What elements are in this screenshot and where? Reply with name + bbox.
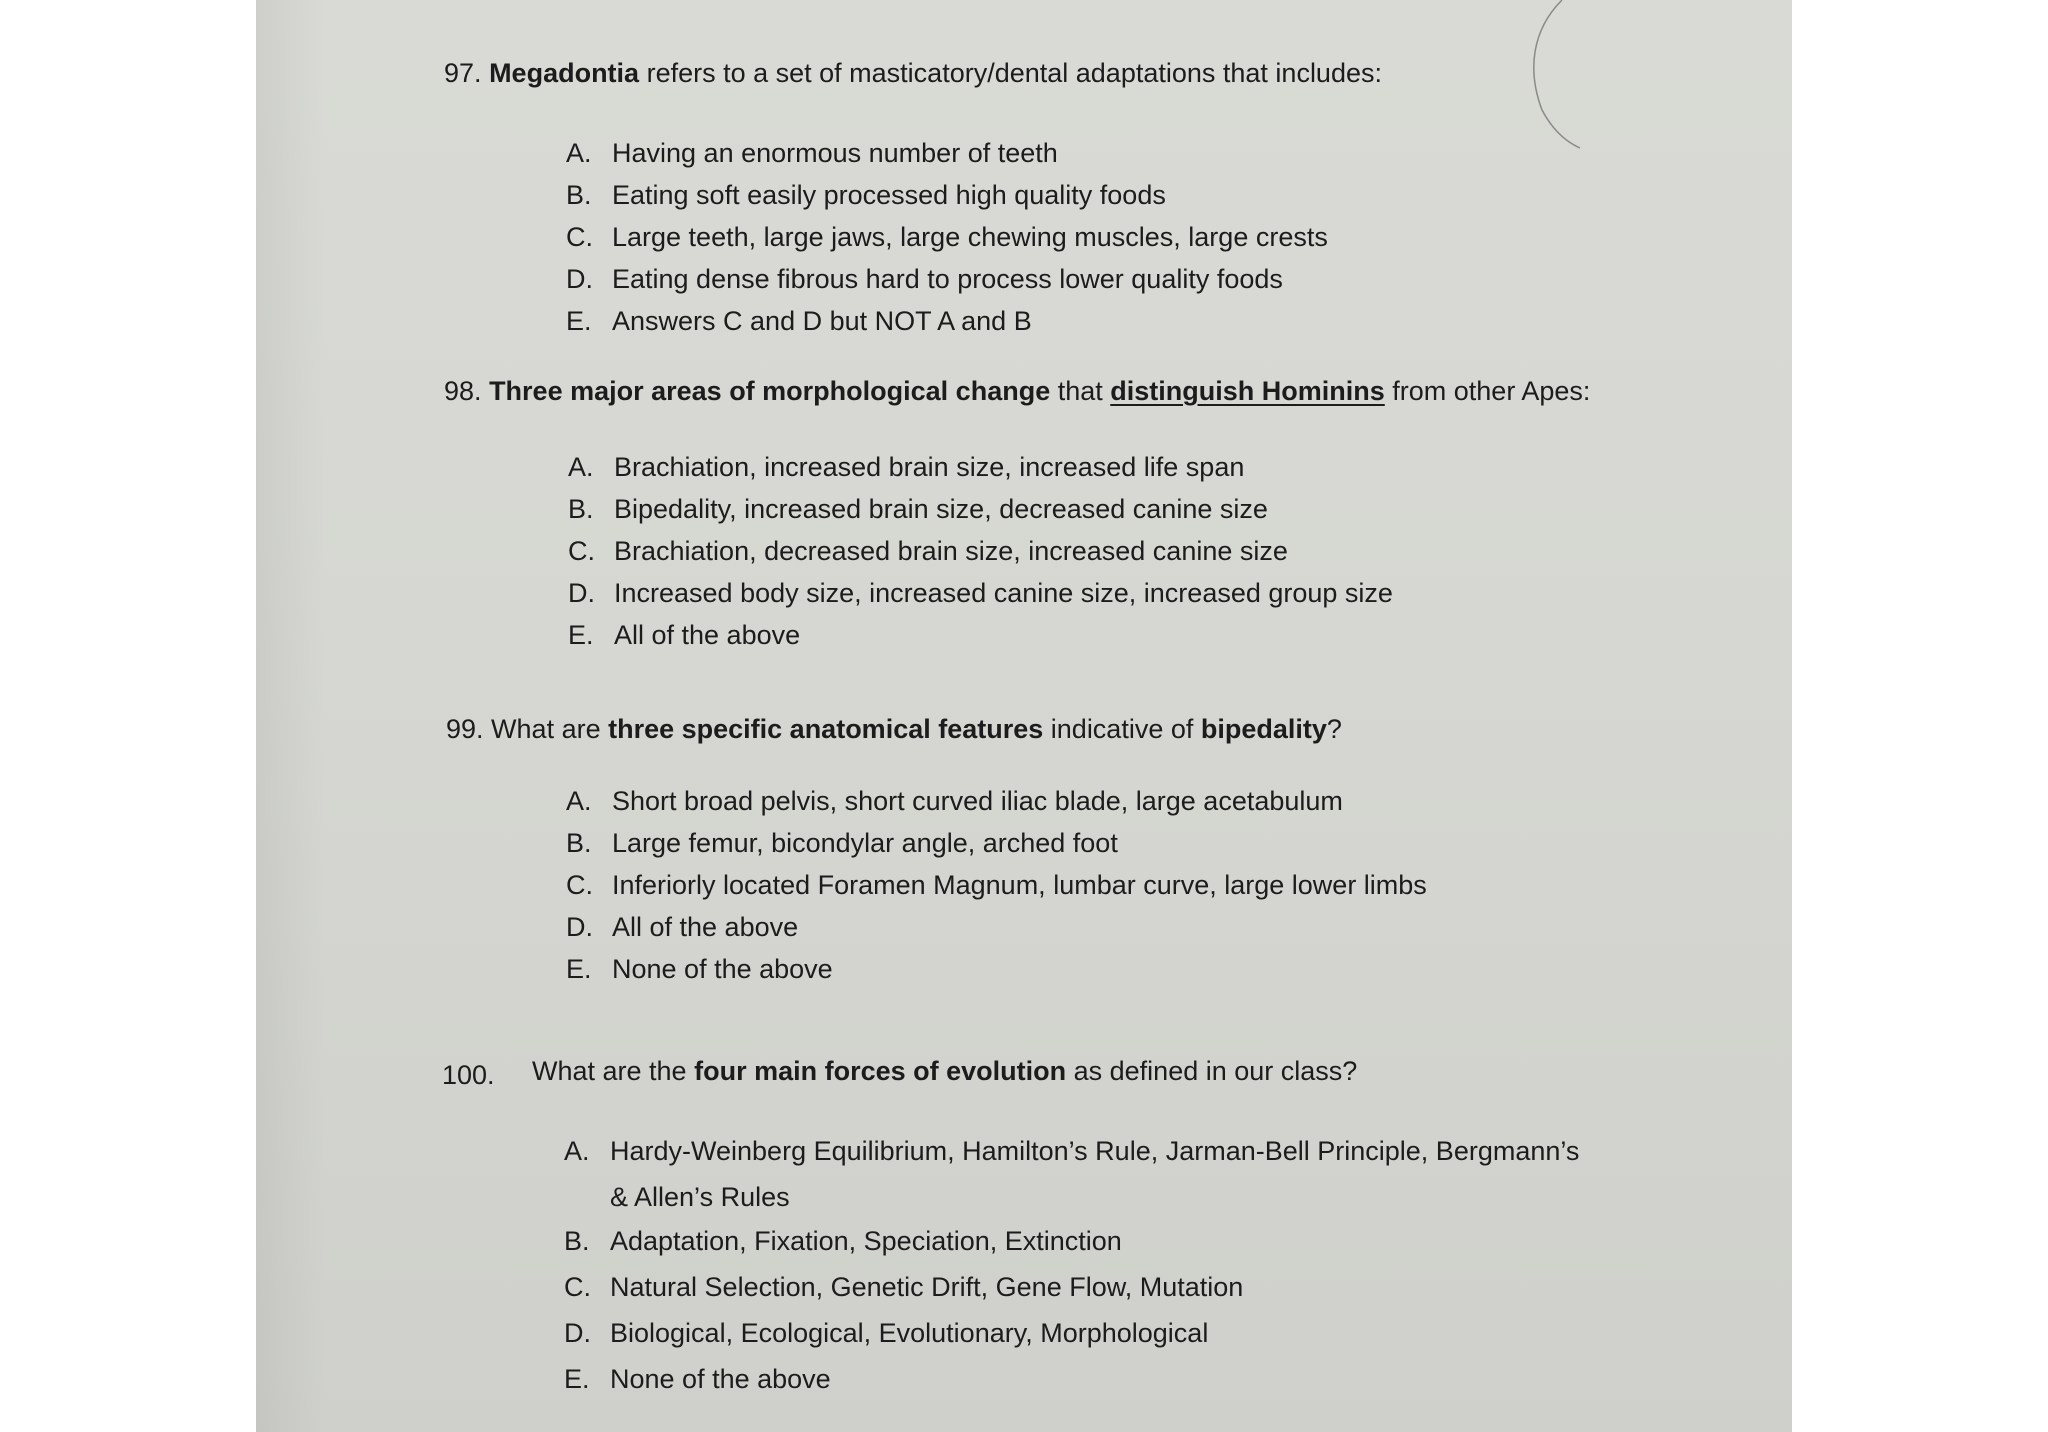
question-text-end: as defined in our class? <box>1066 1056 1358 1086</box>
exam-page <box>256 0 1792 1432</box>
option-e[interactable] <box>566 300 1328 342</box>
option-text: Brachiation, increased brain size, increased life span <box>614 452 1245 482</box>
option-text: Brachiation, decreased brain size, increased canine size <box>614 536 1288 566</box>
option-d[interactable] <box>568 572 1393 614</box>
question-number: 100. <box>442 1060 495 1090</box>
option-a[interactable] <box>564 1130 1579 1172</box>
answer-options-100 <box>564 1130 1579 1400</box>
option-e[interactable] <box>564 1358 1579 1400</box>
question-text: that <box>1050 376 1111 406</box>
question-text-mid: indicative of <box>1043 714 1201 744</box>
option-letter: A. <box>566 786 592 816</box>
option-text: Hardy-Weinberg Equilibrium, Hamilton’s Rule, Jarman-Bell Principle, Bergmann’s <box>610 1136 1580 1166</box>
option-a[interactable] <box>568 446 1393 488</box>
option-c[interactable] <box>564 1266 1579 1308</box>
option-text: Increased body size, increased canine size, increased group size <box>614 578 1393 608</box>
option-text: Eating soft easily processed high quality foods <box>612 180 1166 210</box>
option-e[interactable] <box>566 948 1427 990</box>
option-a-continued[interactable] <box>564 1176 1579 1218</box>
option-text: Inferiorly located Foramen Magnum, lumbar curve, large lower limbs <box>612 870 1427 900</box>
option-text: Large femur, bicondylar angle, arched foot <box>612 828 1118 858</box>
option-letter: A. <box>566 138 592 168</box>
option-b[interactable] <box>564 1220 1579 1262</box>
option-letter: C. <box>566 870 593 900</box>
question-number: 97. <box>444 58 482 88</box>
option-text: All of the above <box>612 912 799 942</box>
page-curl-mark <box>1522 0 1582 150</box>
key-phrase: Three major areas of morphological change <box>489 376 1051 406</box>
key-term: bipedality <box>1200 714 1327 744</box>
option-letter: C. <box>568 536 595 566</box>
question-text: What are <box>483 714 609 744</box>
question-text-end: from other Apes: <box>1384 376 1591 406</box>
option-text: Bipedality, increased brain size, decreased canine size <box>614 494 1268 524</box>
question-number: 99. <box>446 714 484 744</box>
underlined-phrase: distinguish Hominins <box>1110 376 1385 406</box>
option-text: Large teeth, large jaws, large chewing muscles, large crests <box>612 222 1328 252</box>
question-number: 98. <box>444 376 482 406</box>
option-text: None of the above <box>610 1364 831 1394</box>
option-c[interactable] <box>568 530 1393 572</box>
option-b[interactable] <box>566 822 1427 864</box>
option-letter: B. <box>566 180 592 210</box>
option-letter: C. <box>564 1272 591 1302</box>
option-d[interactable] <box>564 1312 1579 1354</box>
option-letter: A. <box>564 1136 590 1166</box>
option-text: None of the above <box>612 954 833 984</box>
option-letter: C. <box>566 222 593 252</box>
option-text: Short broad pelvis, short curved iliac blade, large acetabulum <box>612 786 1343 816</box>
option-a[interactable] <box>566 132 1328 174</box>
option-letter: E. <box>568 620 594 650</box>
key-phrase: three specific anatomical features <box>608 714 1044 744</box>
option-letter: A. <box>568 452 594 482</box>
option-b[interactable] <box>568 488 1393 530</box>
question-mark: ? <box>1326 714 1342 744</box>
question-98 <box>444 376 1590 407</box>
option-letter: E. <box>566 306 592 336</box>
option-c[interactable] <box>566 216 1328 258</box>
option-text: Natural Selection, Genetic Drift, Gene Flow, Mutation <box>610 1272 1244 1302</box>
option-letter: D. <box>564 1318 591 1348</box>
option-text: Eating dense fibrous hard to process lower quality foods <box>612 264 1283 294</box>
option-c[interactable] <box>566 864 1427 906</box>
option-letter: B. <box>564 1226 590 1256</box>
answer-options-99 <box>566 780 1427 990</box>
option-text-continued: & Allen’s Rules <box>610 1182 790 1212</box>
option-a[interactable] <box>566 780 1427 822</box>
option-d[interactable] <box>566 258 1328 300</box>
option-letter: B. <box>568 494 594 524</box>
question-100 <box>532 1056 1357 1087</box>
option-text: All of the above <box>614 620 801 650</box>
question-text: What are the <box>532 1056 695 1086</box>
question-97 <box>444 58 1382 89</box>
option-letter: D. <box>566 912 593 942</box>
option-b[interactable] <box>566 174 1328 216</box>
key-phrase: four main forces of evolution <box>694 1056 1067 1086</box>
answer-options-98 <box>568 446 1393 656</box>
option-letter: B. <box>566 828 592 858</box>
option-text: Adaptation, Fixation, Speciation, Extinction <box>610 1226 1122 1256</box>
key-term: Megadontia <box>489 58 640 88</box>
option-text: Having an enormous number of teeth <box>612 138 1058 168</box>
option-letter: E. <box>566 954 592 984</box>
option-letter: D. <box>566 264 593 294</box>
answer-options-97 <box>566 132 1328 342</box>
option-e[interactable] <box>568 614 1393 656</box>
option-letter: D. <box>568 578 595 608</box>
question-text: refers to a set of masticatory/dental adaptations that includes: <box>639 58 1382 88</box>
page-shadow <box>256 0 326 1432</box>
option-d[interactable] <box>566 906 1427 948</box>
option-text: Biological, Ecological, Evolutionary, Morphological <box>610 1318 1209 1348</box>
question-99 <box>446 714 1342 745</box>
option-text: Answers C and D but NOT A and B <box>612 306 1032 336</box>
option-letter: E. <box>564 1364 590 1394</box>
